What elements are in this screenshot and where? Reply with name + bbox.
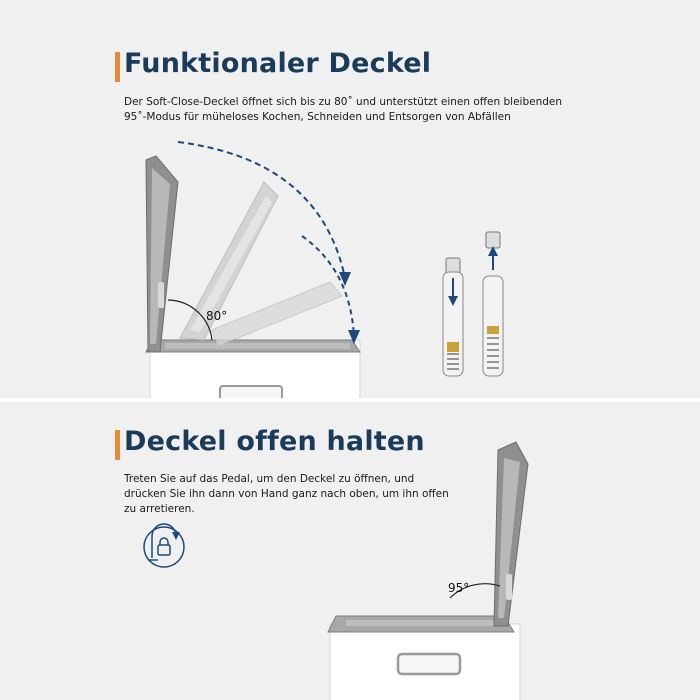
hinge-spring-icon bbox=[483, 232, 503, 376]
description-line: zu arretieren. bbox=[124, 503, 195, 515]
angle-label: 95° bbox=[448, 581, 470, 595]
lid-open bbox=[494, 442, 528, 626]
section-title: Deckel offen halten bbox=[124, 426, 425, 457]
trash-bin-hold-illustration bbox=[0, 402, 700, 700]
description-line: Der Soft-Close-Deckel öffnet sich bis zu 80˚ und unterstützt einen offen bleibenden bbox=[124, 96, 563, 108]
lid-open bbox=[146, 156, 178, 352]
description-line: Treten Sie auf das Pedal, um den Deckel zu öffnen, und bbox=[124, 473, 415, 485]
feature-panel-hold-open bbox=[0, 402, 700, 700]
hinge-spring-icon bbox=[443, 258, 463, 376]
angle-label: 80° bbox=[206, 309, 228, 323]
bin-handle bbox=[398, 654, 460, 674]
description-line: 95˚-Modus für müheloses Kochen, Schneiden und Entsorgen von Abfällen bbox=[124, 111, 511, 123]
lid-ghost-partial bbox=[212, 282, 342, 346]
section-title: Funktionaler Deckel bbox=[124, 48, 432, 79]
bin-handle bbox=[220, 386, 282, 398]
pedal-lock-icon bbox=[144, 524, 184, 567]
description-line: drücken Sie ihn dann von Hand ganz nach oben, um ihn offen bbox=[124, 488, 449, 500]
